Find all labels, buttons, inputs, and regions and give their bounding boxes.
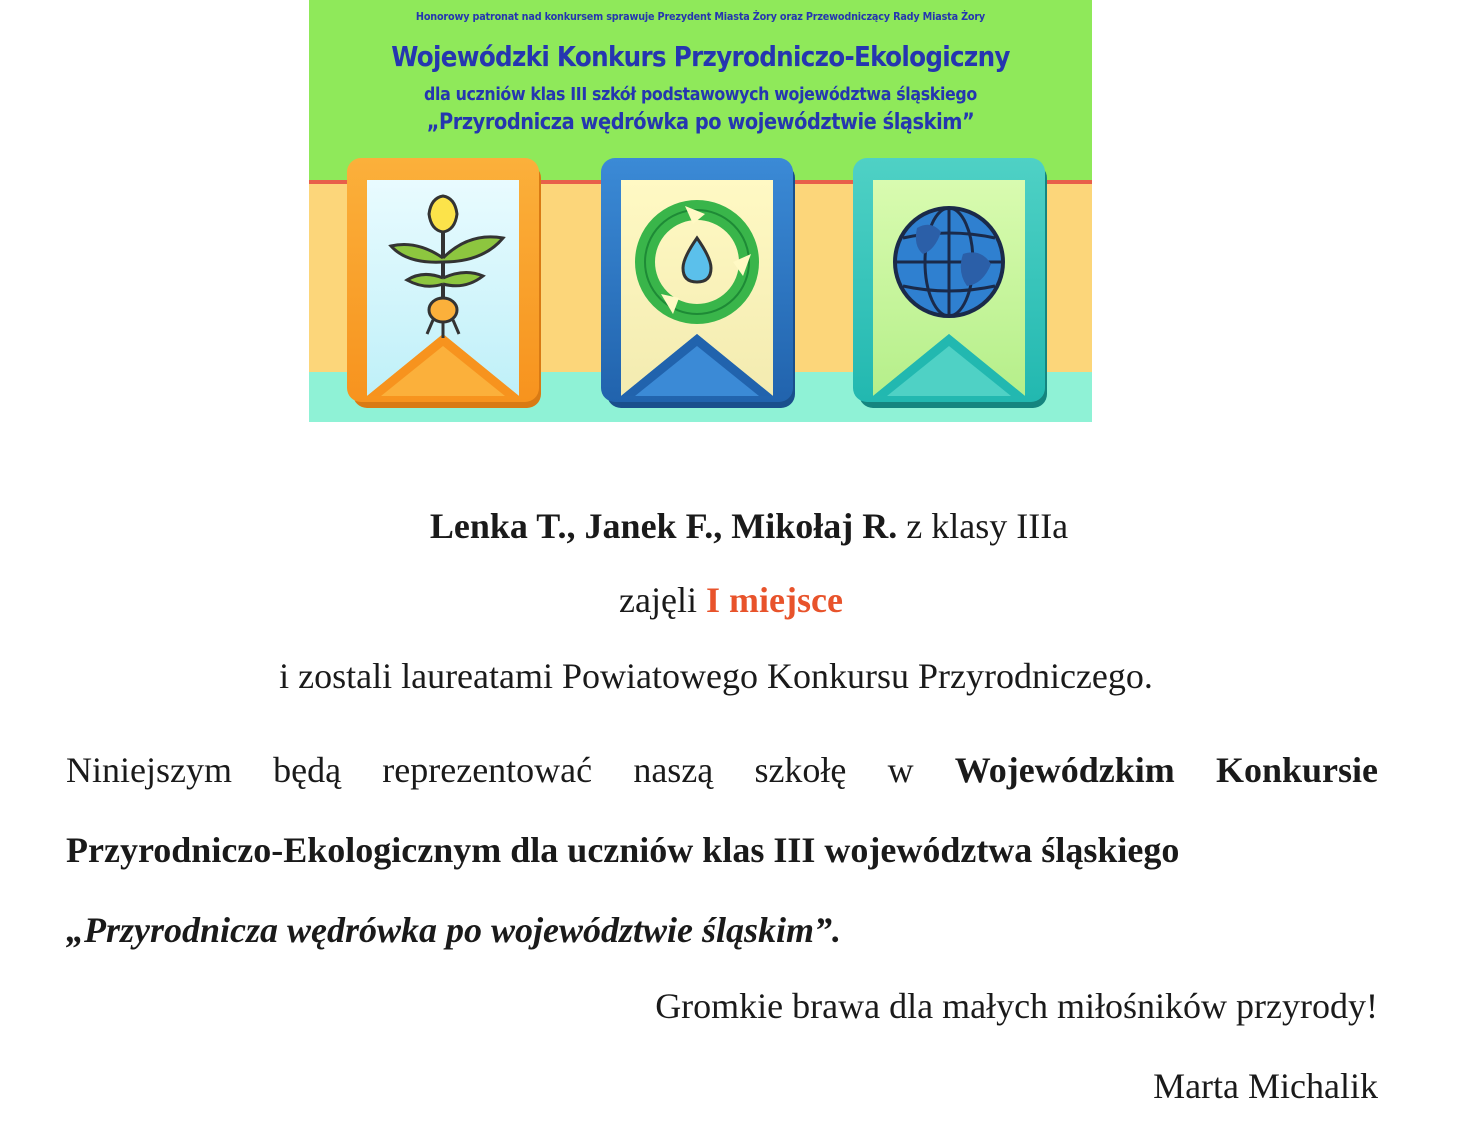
- contest-motto: „Przyrodnicza wędrówka po województwie śląskim”.: [66, 910, 842, 950]
- bravo-line: Gromkie brawa dla małych miłośników przyrody!: [655, 986, 1378, 1026]
- bookmark-plant: [347, 158, 547, 412]
- banner-motto: „Przyrodnicza wędrówka po województwie śląskim”: [426, 110, 975, 135]
- banner-subtitle: dla uczniów klas III szkół podstawowych województwa śląskiego: [424, 84, 977, 105]
- banner-title: Wojewódzki Konkurs Przyrodniczo-Ekologiczny: [391, 40, 1010, 73]
- represent-intro: Niniejszym będą reprezentować naszą szkołę w: [66, 750, 955, 790]
- winners-line: [0, 506, 1462, 546]
- winner-names: Lenka T., Janek F., Mikołaj R.: [429, 506, 898, 546]
- bookmark-recycle: [601, 158, 801, 412]
- banner-patronat: Honorowy patronat nad konkursem sprawuje Prezydent Miasta Żory oraz Przewodniczący Rady Miasta Żory: [415, 11, 986, 23]
- contest-banner: [309, 0, 1092, 422]
- took-text: zajęli: [619, 580, 706, 620]
- laureates-line: i zostali laureatami Powiatowego Konkursu Przyrodniczego.: [279, 656, 1153, 696]
- representation-paragraph: [66, 730, 1378, 970]
- contest-name: Wojewódzkim Konkursie Przyrodniczo-Ekologicznym dla uczniów klas III województwa śląskiego: [66, 750, 1378, 870]
- class-text: z klasy IIIa: [897, 506, 1069, 546]
- place-text: I miejsce: [706, 580, 843, 620]
- author-signature: Marta Michalik: [1153, 1066, 1378, 1106]
- globe-icon: [895, 208, 1003, 316]
- bookmark-globe: [853, 158, 1053, 412]
- place-line: [0, 580, 1462, 620]
